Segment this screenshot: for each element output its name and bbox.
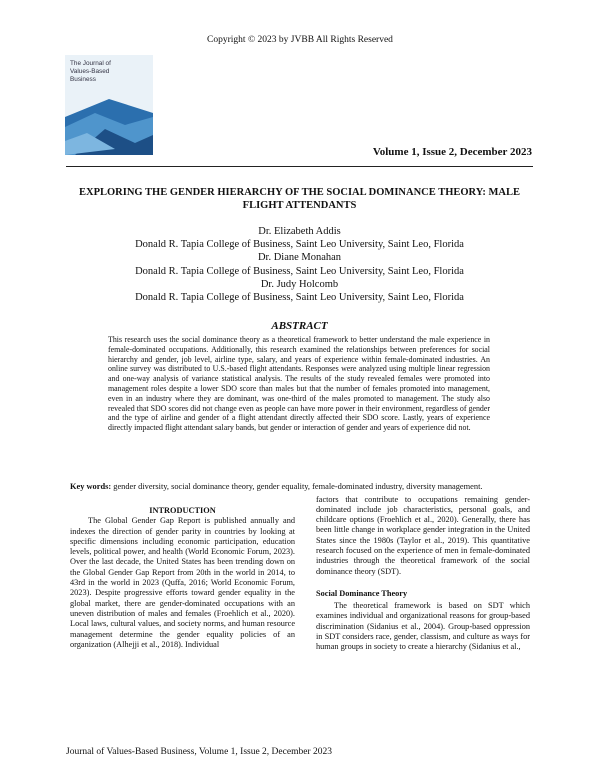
left-column bbox=[70, 506, 295, 650]
copyright-notice: Copyright © 2023 by JVBB All Rights Reserved bbox=[207, 35, 393, 45]
sdt-heading: Social Dominance Theory bbox=[316, 588, 408, 598]
paper-title: EXPLORING THE GENDER HIERARCHY OF THE SOCIAL DOMINANCE THEORY: MALE FLIGHT ATTENDANTS bbox=[79, 187, 520, 211]
author-affiliation: Donald R. Tapia College of Business, Saint Leo University, Saint Leo, Florida bbox=[135, 265, 464, 277]
author-name: Dr. Diane Monahan bbox=[257, 252, 342, 264]
journal-cover-image bbox=[65, 55, 153, 155]
author-affiliation: Donald R. Tapia College of Business, Saint Leo University, Saint Leo, Florida bbox=[135, 292, 464, 304]
body-paragraph: factors that contribute to occupations remaining gender-dominated include job characteristics, personal goals, and childcare options (Froehlich et al., 2020). Generally, there has been little change in workplace gender integration in the United States since the 1980s (Taylor et al., 2019). This quantitative research focused on the experience of men in female-dominated industries through the theoretical framework of the social dominance theory (SDT). bbox=[316, 494, 530, 576]
author-affiliation: Donald R. Tapia College of Business, Saint Leo University, Saint Leo, Florida bbox=[135, 239, 464, 251]
header-divider bbox=[66, 166, 533, 167]
introduction-paragraph: The Global Gender Gap Report is published annually and indexes the direction of gender parity in countries by looking at specific dimensions including economic participation, education levels, political power, and health (World Economic Forum, 2023). Over the last decade, the United States has been trending down on the Global Gender Gap Report from 20th in the world in 2014, to 43rd in the world in 2023 (Quffa, 2016; World Economic Forum, 2023). Despite progressive efforts toward gender equality in the global market, there are gender-dominated occupations with an uneven distribution of males and females (Froehlich et al., 2020). Local laws, cultural values, and society norms, and human resource management determine the gender equality policies of an organization (Alhejji et al., 2018). Individual bbox=[70, 516, 295, 649]
sdt-paragraph: The theoretical framework is based on SDT which examines individual and organizational reasons for group-based discrimination (Sidanius et al., 2004). Group-based oppression in SDT considers race, gender, classism, and culture as ways for human groups in society to create a hierarchy (Sidanius et al., bbox=[316, 601, 530, 652]
keywords-list: gender diversity, social dominance theory, gender equality, female-dominated industry, diversity management. bbox=[111, 482, 483, 491]
cover-title: The Journal of Values-Based Business bbox=[70, 60, 111, 83]
author-name: Dr. Judy Holcomb bbox=[260, 278, 339, 290]
author-block bbox=[66, 225, 533, 304]
author-name: Dr. Elizabeth Addis bbox=[258, 226, 341, 237]
keywords-label: Key words: bbox=[70, 482, 112, 491]
abstract-heading: ABSTRACT bbox=[271, 320, 328, 332]
abstract-text: This research uses the social dominance theory as a theoretical framework to better understand the male experience in female-dominated occupations. Additionally, this research examined the relationships between preferences for social hierarchy and gender, job level, airline type, salary, and years of experience within female-dominated industries. An online survey was distributed to U.S.-based flight attendants. Responses were analyzed using multiple linear regression and one-way analysis of variance statistical analysis. The results of the study revealed females were promoted into management roles despite a lower SDO score than males but that the number of females promoted into management, even in an industry where they are dominant, was one-third of the males promoted to management. The study also revealed that SDO scores did not change even as people can have more power in their environment, regardless of gender and the type of airline and gender of a flight attendant directly affected their SDO score. Lastly, years of experience directly impacted flight attendant salary bands, but gender or interaction of gender and years of experience did not. bbox=[108, 335, 490, 433]
volume-issue: Volume 1, Issue 2, December 2023 bbox=[372, 146, 532, 158]
page-footer: Journal of Values-Based Business, Volume 1, Issue 2, December 2023 bbox=[66, 747, 332, 757]
introduction-heading: INTRODUCTION bbox=[149, 506, 216, 515]
right-column bbox=[316, 484, 530, 653]
